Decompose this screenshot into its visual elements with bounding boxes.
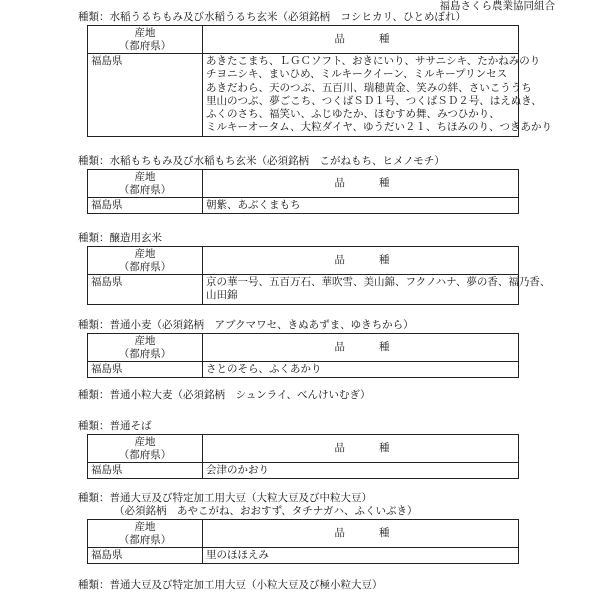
prefecture-cell: 福島県	[88, 362, 203, 378]
variety-table	[87, 333, 519, 378]
section-title: 種類：普通そば	[78, 420, 152, 432]
table-row	[88, 362, 519, 378]
variety-table	[87, 169, 519, 214]
varieties-cell: あきたこまち、ＬＧＣソフト、おきにいり、ササニシキ、たかねみのり チヨニシキ、まいひめ、ミルキークイーン、ミルキープリンセス あきだわら、天のつぶ、五百川、瑞穂黄金、笑みの絆、さいこううち 里山のつぶ、夢ごこち、つくばＳＤ１号、つくばＳＤ２号、はえぬき、 ふくのさち、福笑い、ふじゆたか、ほむすめ舞、みつひかり、 ミルキーオータム、大粒ダイヤ、ゆうだい２１、ちほみのり、つきあかり	[203, 54, 519, 137]
section-barley	[80, 389, 530, 402]
table-header-row	[88, 435, 519, 463]
prefecture-cell: 福島県	[88, 275, 203, 305]
prefecture-cell: 福島県	[88, 463, 203, 479]
table-row	[88, 198, 519, 214]
section-title: 種類：普通小粒大麦（必須銘柄 シュンライ、べんけいむぎ）	[78, 389, 371, 401]
origin-header: 産地 （都府県）	[88, 26, 203, 54]
variety-table	[87, 519, 519, 564]
section-mochi-rice	[80, 155, 530, 214]
section-title: 種類：普通大豆及び特定加工用大豆（小粒大豆及び極小粒大豆）	[78, 579, 383, 591]
section-title: 種類：水稲もちもみ及び水稲もち玄米（必須銘柄 こがねもち、ヒメノモチ）	[78, 155, 445, 167]
variety-table	[87, 25, 552, 137]
table-header-row	[88, 247, 519, 275]
variety-header: 品 種	[203, 26, 519, 54]
section-buckwheat	[80, 420, 530, 479]
variety-header: 品 種	[203, 435, 519, 463]
table-header-row	[88, 26, 519, 54]
variety-header: 品 種	[203, 520, 519, 548]
origin-header: 産地 （都府県）	[88, 170, 203, 198]
prefecture-cell: 福島県	[88, 54, 203, 137]
table-header-row	[88, 170, 519, 198]
variety-table	[87, 246, 551, 305]
prefecture-cell: 福島県	[88, 198, 203, 214]
varieties-cell: 会津のかおり	[203, 463, 519, 479]
origin-header: 産地 （都府県）	[88, 247, 203, 275]
prefecture-cell: 福島県	[88, 548, 203, 564]
section-title: 種類：普通大豆及び特定加工用大豆（大粒大豆及び中粒大豆）	[78, 492, 372, 504]
table-row	[88, 54, 519, 137]
origin-header: 産地 （都府県）	[88, 435, 203, 463]
section-subtitle: （必須銘柄 あやこがね、おおすず、タチナガハ、ふくいぶき）	[114, 505, 418, 517]
table-row	[88, 548, 519, 564]
varieties-cell: 朝紫、あぶくまもち	[203, 198, 519, 214]
origin-header: 産地 （都府県）	[88, 520, 203, 548]
varieties-cell: さとのそら、ふくあかり	[203, 362, 519, 378]
section-title: 種類：水稲うるちもみ及び水稲うるち玄米（必須銘柄 コシヒカリ、ひとめぼれ）	[78, 11, 466, 23]
varieties-cell: 里のほほえみ	[203, 548, 519, 564]
variety-table	[87, 434, 519, 479]
table-header-row	[88, 520, 519, 548]
origin-header: 産地 （都府県）	[88, 334, 203, 362]
organization-name: 福島さくら農業協同組合	[439, 0, 555, 12]
section-wheat	[80, 319, 530, 378]
varieties-cell: 京の華一号、五百万石、華吹雪、美山錦、フクノハナ、夢の香、福乃香、 山田錦	[203, 275, 519, 305]
section-uruchi-rice	[78, 11, 552, 137]
section-brewing-rice	[78, 232, 551, 305]
section-soybean-large	[80, 492, 530, 564]
table-row	[88, 463, 519, 479]
table-header-row	[88, 334, 519, 362]
section-title: 種類：醸造用玄米	[78, 232, 162, 244]
section-soybean-small	[80, 579, 530, 592]
variety-header: 品 種	[203, 247, 519, 275]
table-row	[88, 275, 519, 305]
section-title: 種類：普通小麦（必須銘柄 アブクマワセ、きぬあずま、ゆきちから）	[78, 319, 414, 331]
variety-header: 品 種	[203, 334, 519, 362]
variety-header: 品 種	[203, 170, 519, 198]
